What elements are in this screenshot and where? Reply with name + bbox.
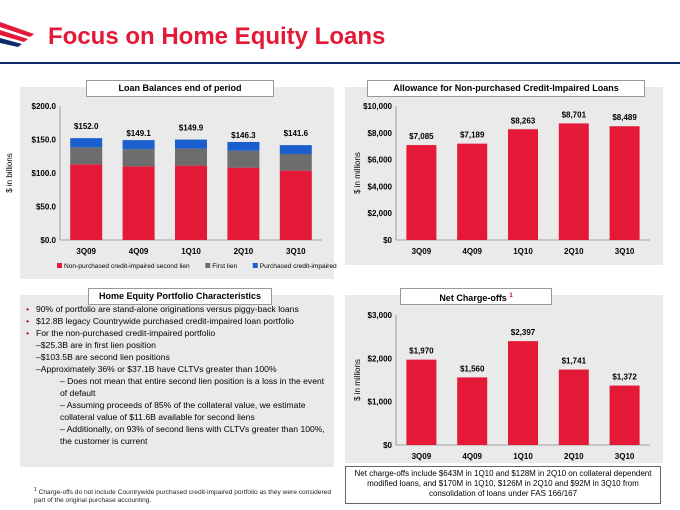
chart1-bar-1: [280, 154, 312, 171]
chart3-value-label: $2,397: [510, 328, 536, 338]
page-title: Focus on Home Equity Loans: [48, 23, 386, 50]
chart2-x-tick: 3Q09: [411, 247, 432, 256]
chart1-bar-2: [123, 140, 155, 149]
chart1-total-label: $149.9: [178, 123, 204, 133]
chart2-value-label: $7,085: [409, 132, 434, 142]
nco-note: Net charge-offs include $643M in 1Q10 and $128M in 2Q10 on collateral dependent modified loans, and $170M in 1Q10, $126M in 2Q10 and $92M in 3Q10 from consolidation of loans under FAS 166/167: [345, 466, 661, 504]
sub-default: – Does not mean that entire second lien position is a loss in the event of default: [60, 376, 325, 398]
chart3-value-label: $1,741: [561, 356, 587, 366]
chart3-bar: [610, 386, 640, 445]
chart1-legend-swatch-2: [253, 263, 258, 268]
chart3-x-tick: 2Q10: [564, 452, 584, 461]
chart1-x-tick: 2Q10: [233, 247, 254, 256]
chart2-y-tick: $8,000: [367, 128, 392, 138]
chart1-x-tick: 4Q09: [128, 247, 149, 256]
chart3-y-tick: $2,000: [367, 354, 392, 364]
chart1-y-tick: $200.0: [31, 102, 56, 111]
chart1-x-tick: 3Q10: [286, 247, 306, 256]
chart3-value-label: $1,372: [612, 372, 637, 382]
bullet-non-purchased: • For the non-purchased credit-impaired portfolio: [24, 327, 330, 339]
chart2-y-tick: $10,000: [363, 102, 392, 111]
chart3-x-tick: 3Q10: [614, 452, 635, 461]
chart2-y-tick: $0: [383, 236, 392, 245]
chart3-y-tick: $3,000: [367, 311, 392, 320]
chart1-bar-1: [70, 147, 102, 164]
chart2-value-label: $7,189: [459, 130, 485, 140]
chart3-y-label: $ in millions: [353, 359, 362, 401]
chart1-bar-1: [123, 149, 155, 166]
chart1-legend-swatch-0: [57, 263, 62, 268]
chart1-total-label: $141.6: [283, 129, 309, 139]
sub-cltv: –Approximately 36% or $37.1B have CLTVs greater than 100%: [36, 364, 277, 374]
chart1-total-label: $146.3: [231, 130, 256, 140]
chart3-bar: [406, 360, 436, 445]
chart2-bar: [559, 123, 589, 240]
characteristics-title: Home Equity Portfolio Characteristics: [88, 288, 272, 305]
chart1-y-tick: $100.0: [31, 169, 56, 178]
chart1-legend-label-2: Purchased credit-impaired: [259, 263, 337, 270]
chart2-y-tick: $6,000: [367, 155, 392, 165]
chart2-bar: [610, 126, 640, 240]
chart2-value-label: $8,263: [510, 116, 536, 126]
chart1-legend-swatch-1: [205, 263, 210, 268]
chart1-bar-0: [175, 166, 207, 240]
chart3-bar: [457, 377, 487, 445]
chart1-bar-1: [175, 149, 207, 166]
chart2-x-tick: 1Q10: [513, 247, 533, 256]
chart1-bar-0: [70, 164, 102, 240]
bullet-countrywide: • $12.8B legacy Countrywide purchased credit-impaired loan portfolio: [24, 315, 330, 327]
sub-current: – Additionally, on 93% of second liens with CLTVs greater than 100%, the customer is current: [60, 424, 325, 446]
chart1-y-label: $ in billions: [5, 153, 14, 193]
chart2-y-tick: $4,000: [367, 182, 392, 192]
chart3-y-tick: $0: [383, 441, 392, 450]
chart1-legend-label-1: First lien: [212, 263, 238, 270]
chart2-x-tick: 4Q09: [462, 247, 482, 256]
sub-collateral: – Assuming proceeds of 85% of the collateral value, we estimate collateral value of $11.6B available for second liens: [60, 400, 306, 422]
chart1-x-tick: 1Q10: [181, 247, 201, 256]
nco-title-footnote-marker: 1: [509, 293, 513, 299]
chart1-total-label: $152.0: [73, 122, 99, 132]
chart3-value-label: $1,970: [409, 346, 434, 356]
chart3-value-label: $1,560: [459, 364, 485, 374]
chart2-bar: [406, 145, 436, 240]
chart2-x-tick: 2Q10: [564, 247, 584, 256]
chart2-bar: [457, 144, 487, 240]
chart1-x-tick: 3Q09: [76, 247, 96, 256]
chart2-y-tick: $2,000: [367, 209, 392, 219]
chart3-x-tick: 3Q09: [411, 452, 432, 461]
bullet-stand-alone: • 90% of portfolio are stand-alone originations versus piggy-back loans: [24, 303, 330, 315]
chart1-y-tick: $0.0: [40, 236, 56, 245]
chart3-x-tick: 1Q10: [513, 452, 533, 461]
loan-balances-title: Loan Balances end of period: [86, 80, 274, 97]
chart2-bar: [508, 129, 538, 240]
chart3-x-tick: 4Q09: [462, 452, 482, 461]
nco-title-text: Net Charge-offs: [439, 293, 507, 303]
characteristics-list: [24, 303, 330, 447]
chart3-y-tick: $1,000: [367, 397, 392, 407]
footnote-marker: 1: [34, 487, 37, 493]
chart1-bar-2: [227, 142, 259, 151]
chart1-bar-0: [227, 168, 259, 240]
chart1-y-tick: $150.0: [31, 135, 56, 145]
chart3-bar: [508, 341, 538, 445]
chart1-bar-2: [280, 145, 312, 154]
allowance-title: Allowance for Non-purchased Credit-Impaired Loans: [367, 80, 645, 97]
chart1-bar-1: [227, 151, 259, 168]
chart1-y-tick: $50.0: [35, 202, 56, 212]
footnote: [34, 486, 334, 505]
chart1-bar-2: [70, 138, 102, 147]
chart2-value-label: $8,701: [561, 110, 587, 120]
chart2-value-label: $8,489: [612, 113, 637, 123]
chart1-total-label: $149.1: [126, 129, 151, 139]
footnote-text: Charge-offs do not include Countrywide purchased credit-impaired portfolio as they were considered part of the original purchase accounting.: [34, 489, 331, 505]
chart3-bar: [559, 370, 589, 445]
sub-second-lien: –$103.5B are second lien positions: [36, 352, 170, 362]
chart2-x-tick: 3Q10: [614, 247, 635, 256]
chart2-y-label: $ in millions: [353, 152, 362, 194]
sub-first-lien: –$25.3B are in first lien position: [36, 340, 156, 350]
chart1-legend-label-0: Non-purchased credit-impaired second lien: [64, 263, 190, 270]
chart1-bar-0: [123, 166, 155, 240]
chart1-bar-0: [280, 171, 312, 240]
chart1-bar-2: [175, 140, 207, 149]
